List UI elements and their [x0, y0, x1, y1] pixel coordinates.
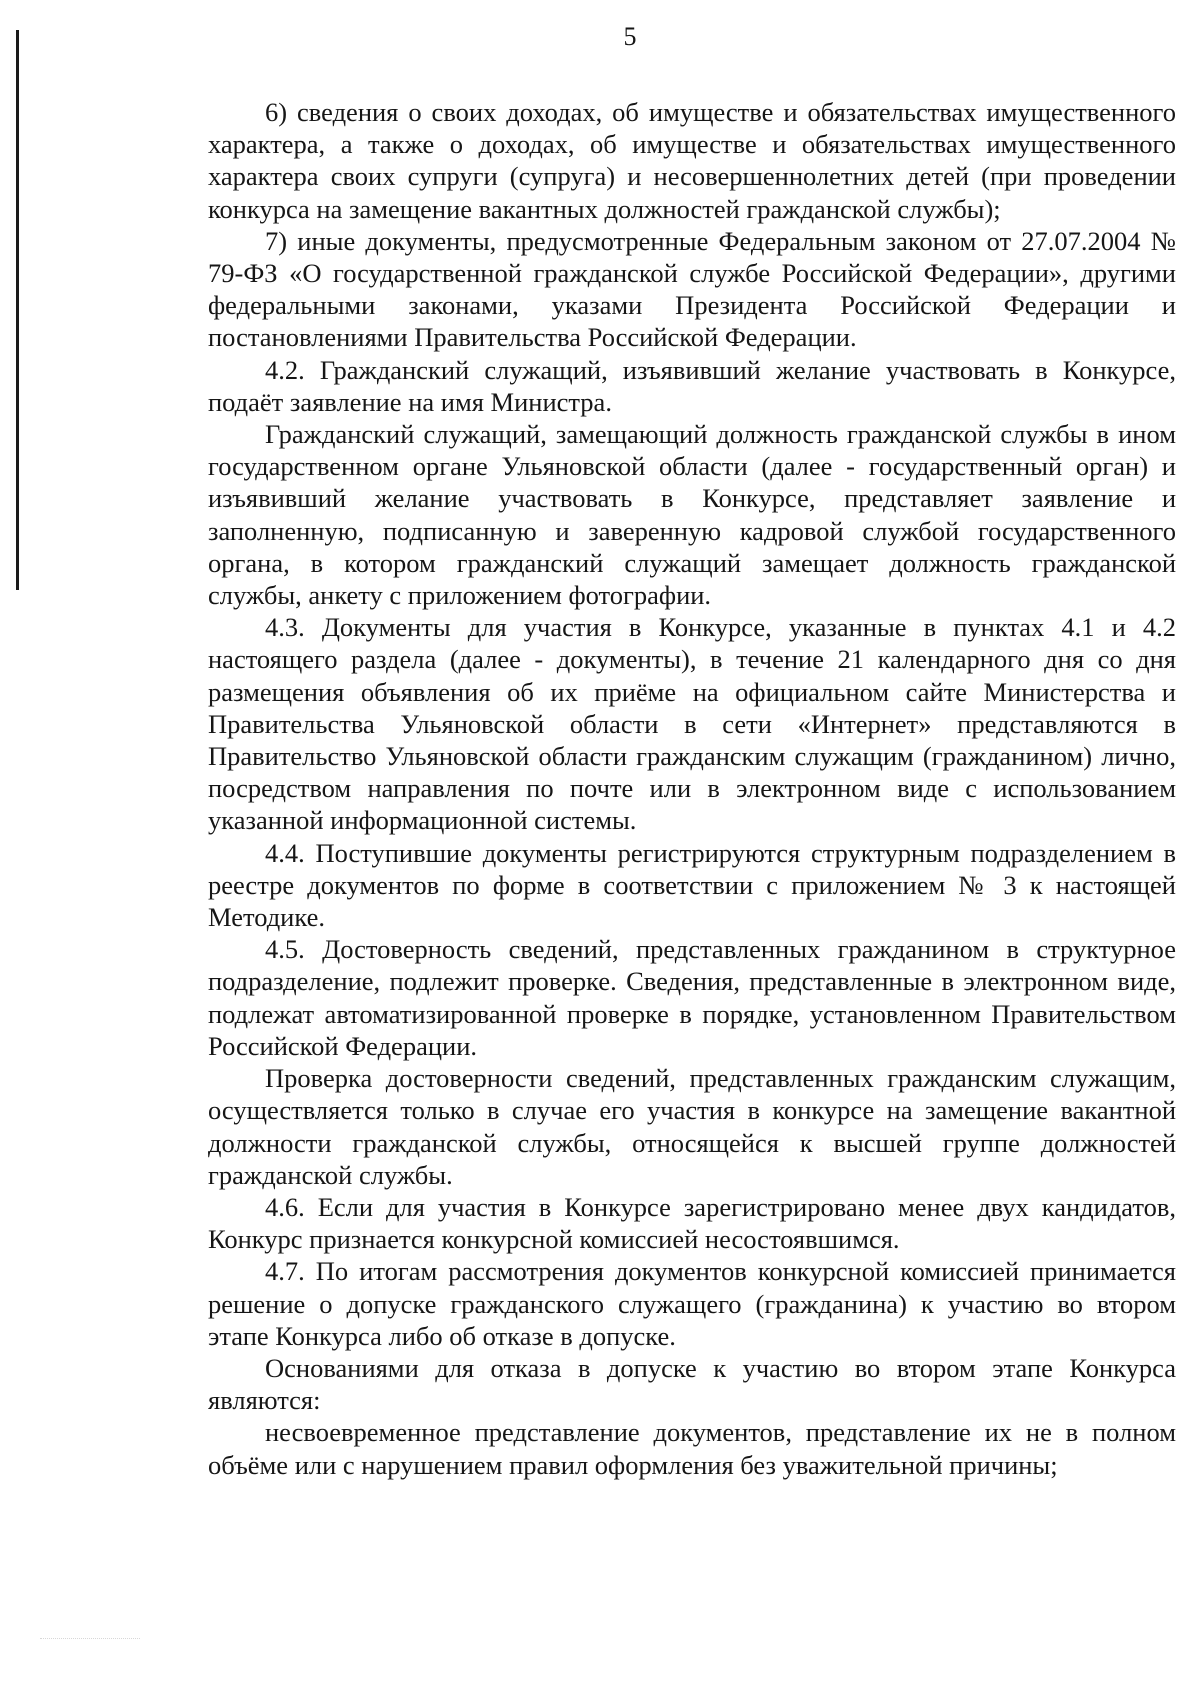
- paragraph-4-2-continued: Гражданский служащий, замещающий должность гражданской службы в ином государственном органе Ульяновской области (далее - государственный орган) и изъявивший желание участвовать в Конкурсе, представляет заявление и заполненную, подписанную и заверенную кадровой службой государственного органа, в котором гражданский служащий замещает должность гражданской службы, анкету с приложением фотографии.: [208, 419, 1176, 611]
- paragraph-item-7: 7) иные документы, предусмотренные Федеральным законом от 27.07.2004 № 79-ФЗ «О государственной гражданской службе Российской Федерации», другими федеральными законами, указами Президента Российской Федерации и постановлениями Правительства Российской Федерации.: [208, 225, 1176, 353]
- document-body: [208, 96, 1176, 1481]
- paragraph-4-6: 4.6. Если для участия в Конкурсе зарегистрировано менее двух кандидатов, Конкурс признается конкурсной комиссией несостоявшимся.: [208, 1191, 1176, 1255]
- paragraph-4-4: 4.4. Поступившие документы регистрируются структурным подразделением в реестре документов по форме в соответствии с приложением № 3 к настоящей Методике.: [208, 837, 1176, 933]
- scan-noise: [40, 1638, 140, 1641]
- paragraph-4-7: 4.7. По итогам рассмотрения документов конкурсной комиссией принимается решение о допуске гражданского служащего (гражданина) к участию во втором этапе Конкурса либо об отказе в допуске.: [208, 1256, 1176, 1351]
- paragraph-4-3: 4.3. Документы для участия в Конкурсе, указанные в пунктах 4.1 и 4.2 настоящего раздела (далее - документы), в течение 21 календарного дня со дня размещения объявления об их приёме на официальном сайте Министерства и Правительства Ульяновской области в сети «Интернет» представляются в Правительство Ульяновской области гражданским служащим (гражданином) лично, посредством направления по почте или в электронном виде с использованием указанной информационной системы.: [208, 612, 1176, 836]
- paragraph-4-5: 4.5. Достоверность сведений, представленных гражданином в структурное подразделение, подлежит проверке. Сведения, представленные в электронном виде, подлежат автоматизированной проверке в порядке, установленном Правительством Российской Федерации.: [208, 934, 1176, 1061]
- paragraph-4-2: 4.2. Гражданский служащий, изъявивший желание участвовать в Конкурсе, подаёт заявление на имя Министра.: [208, 354, 1176, 417]
- paragraph-refusal-item: несвоевременное представление документов, представление их не в полном объёме или с нарушением правил оформления без уважительной причины;: [208, 1417, 1176, 1480]
- paragraph-refusal-grounds: Основаниями для отказа в допуске к участию во втором этапе Конкурса являются:: [208, 1352, 1176, 1416]
- paragraph-4-5-continued: Проверка достоверности сведений, представленных гражданским служащим, осуществляется только в случае его участия в конкурсе на замещение вакантной должности гражданской службы, относящейся к высшей группе должностей гражданской службы.: [208, 1063, 1176, 1190]
- scan-edge-mark: [16, 30, 19, 590]
- page-number: 5: [623, 22, 637, 51]
- paragraph-item-6: 6) сведения о своих доходах, об имуществе и обязательствах имущественного характера, а также о доходах, об имуществе и обязательствах имущественного характера своих супруги (супруга) и несовершеннолетних детей (при проведении конкурса на замещение вакантных должностей гражданской службы);: [208, 97, 1176, 224]
